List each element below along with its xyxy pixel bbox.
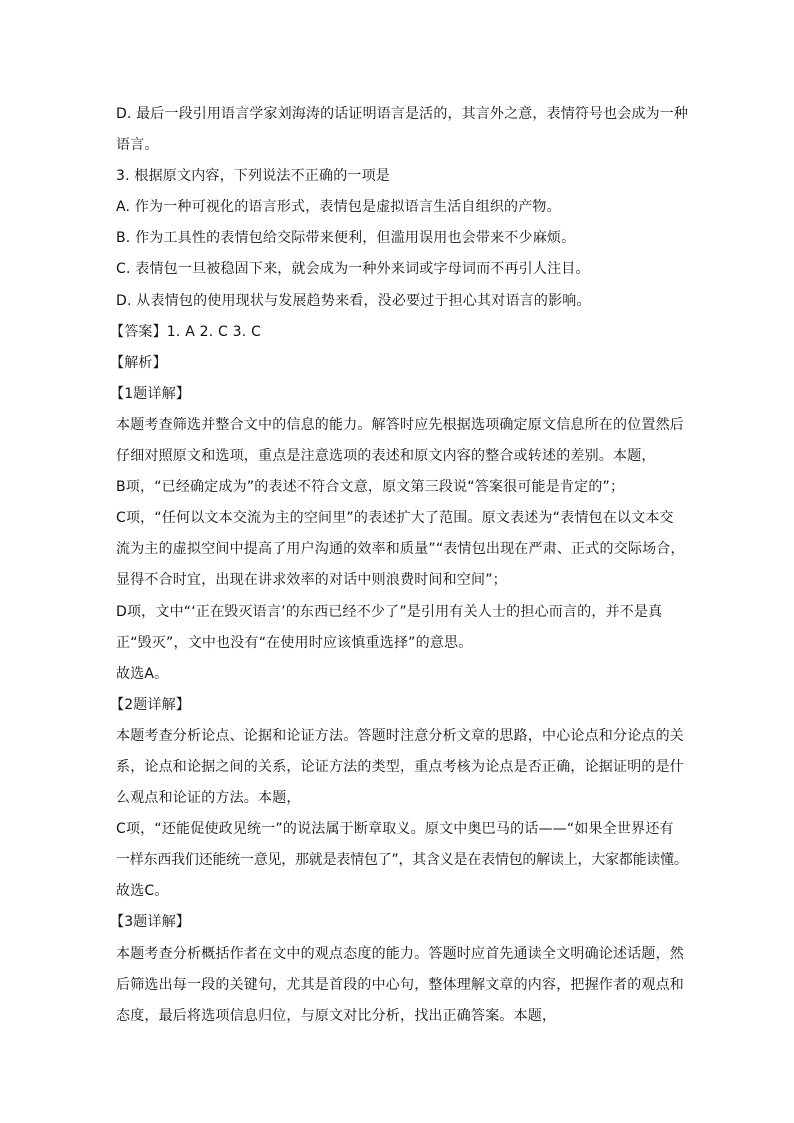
question-3-option-a: A. 作为一种可视化的语言形式，表情包是虚拟语言生活自组织的产物。	[116, 199, 561, 216]
q2-option-c-note: 一样东西我们还能统一意见，那就是表情包了”，其含义是在表情包的解读上，大家都能读懂。	[116, 852, 688, 869]
q1-paragraph-line: 本题考查筛选并整合文中的信息的能力。解答时应先根据选项确定原文信息所在的位置然后	[116, 416, 684, 433]
question-3-option-c: C. 表情包一旦被稳固下来，就会成为一种外来词或字母词而不再引人注目。	[116, 261, 590, 278]
q1-detail-heading: 【1题详解】	[110, 385, 191, 402]
q1-option-d-note: 正“毁灭”，文中也没有“在使用时应该慎重选择”的意思。	[116, 634, 473, 651]
option-d-q2-line1: D. 最后一段引用语言学家刘海涛的话证明语言是活的，其言外之意，表情符号也会成为一种	[116, 106, 689, 122]
question-3-option-d: D. 从表情包的使用现状与发展趋势来看，没必要过于担心其对语言的影响。	[116, 292, 591, 309]
q2-option-c-note: C项，“还能促使政见统一”的说法属于断章取义。原文中奥巴马的话——“如果全世界还有	[116, 821, 674, 838]
question-3-option-b: B. 作为工具性的表情包给交际带来便利，但滥用误用也会带来不少麻烦。	[116, 230, 576, 247]
q1-paragraph-line: 仔细对照原文和选项，重点是注意选项的表述和原文内容的整合或转述的差别。本题，	[116, 448, 656, 465]
q1-option-d-note: D项，文中“‘正在毁灭语言’的东西已经不少了”是引用有关人士的担心而言的，并不是真	[116, 603, 663, 620]
q3-paragraph-line: 态度，最后将选项信息归位，与原文对比分析，找出正确答案。本题，	[116, 1007, 557, 1024]
q1-option-c-note: 显得不合时宜，出现在讲求效率的对话中则浪费时间和空间”；	[116, 572, 507, 589]
option-d-q2-line2: 语言。	[116, 137, 159, 154]
q2-detail-heading: 【2题详解】	[110, 696, 191, 713]
q1-option-c-note: 流为主的虚拟空间中提高了用户沟通的效率和质量”“表情包出现在严肃、正式的交际场合，	[116, 541, 685, 558]
answer-heading: 【答案】1. A 2. C 3. C	[110, 323, 262, 340]
q1-option-c-note: C项，“任何以文本交流为主的空间里”的表述扩大了范围。原文表述为“表情包在以文本交	[116, 510, 674, 527]
q1-option-b-note: B项，“已经确定成为”的表述不符合文意，原文第三段说“答案很可能是肯定的”；	[116, 479, 625, 496]
q2-paragraph-line: 么观点和论证的方法。本题，	[116, 790, 301, 807]
q3-paragraph-line: 本题考查分析概括作者在文中的观点态度的能力。答题时应首先通读全文明确论述话题，然	[116, 945, 684, 962]
q2-conclusion: 故选C。	[116, 883, 169, 900]
q1-conclusion: 故选A。	[116, 665, 169, 682]
q3-paragraph-line: 后筛选出每一段的关键句，尤其是首段的中心句，整体理解文章的内容，把握作者的观点和	[116, 976, 684, 993]
q2-paragraph-line: 本题考查分析论点、论据和论证方法。答题时注意分析文章的思路，中心论点和分论点的关	[116, 727, 684, 744]
q3-detail-heading: 【3题详解】	[110, 914, 191, 931]
q2-paragraph-line: 系，论点和论据之间的关系，论证方法的类型，重点考核为论点是否正确，论据证明的是什	[116, 758, 684, 775]
question-3-stem: 3. 根据原文内容，下列说法不正确的一项是	[116, 168, 391, 185]
analysis-heading: 【解析】	[110, 354, 167, 371]
document-body	[110, 99, 689, 1032]
